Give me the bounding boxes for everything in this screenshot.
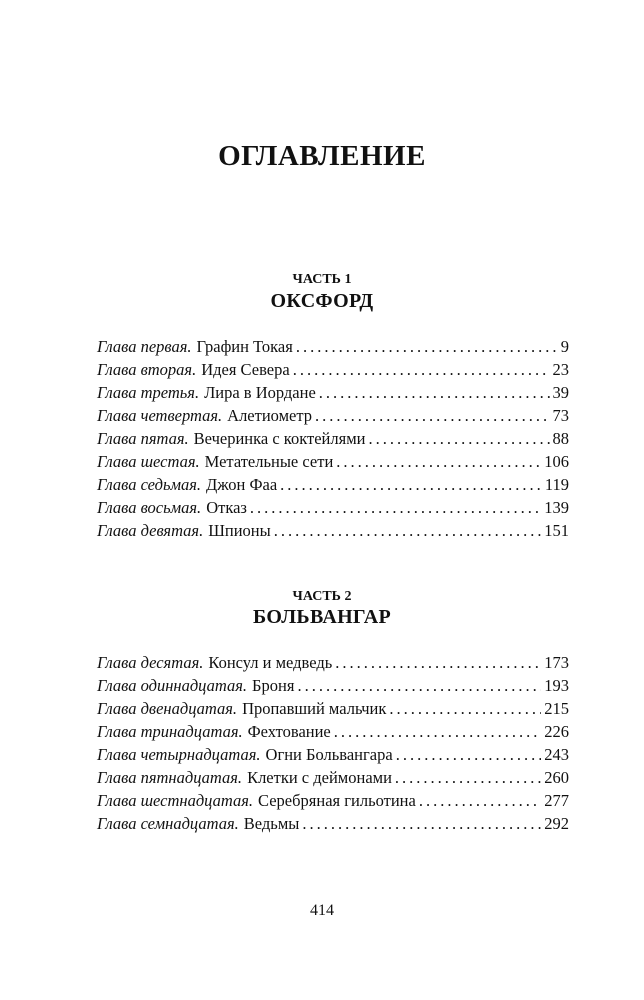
dot-leader — [389, 699, 541, 719]
part-1-title: ОКСФОРД — [270, 290, 374, 312]
chapter-number: Глава тринадцатая. — [97, 722, 243, 741]
dot-leader — [336, 452, 541, 472]
chapter-page: 215 — [544, 699, 569, 718]
dot-leader — [368, 429, 549, 449]
chapter-number: Глава четырнадцатая. — [97, 745, 261, 764]
toc-entry — [97, 429, 569, 452]
dot-leader — [296, 337, 558, 357]
chapter-title: Графин Токая — [196, 337, 293, 356]
chapter-page: 119 — [544, 475, 569, 494]
chapter-title: Огни Больвангара — [265, 745, 393, 764]
chapter-number: Глава десятая. — [97, 653, 204, 672]
toc-entry — [97, 745, 569, 768]
chapter-page: 23 — [552, 360, 569, 379]
part-2-label: ЧАСТЬ 2 — [292, 589, 352, 604]
dot-leader — [250, 498, 541, 518]
chapter-title: Алетиометр — [227, 406, 313, 425]
chapter-title: Идея Севера — [201, 360, 290, 379]
chapter-page: 9 — [560, 337, 569, 356]
chapter-number: Глава пятнадцатая. — [97, 768, 243, 787]
part-2-contents — [97, 653, 569, 837]
dot-leader — [293, 360, 550, 380]
chapter-number: Глава шестнадцатая. — [97, 791, 254, 810]
chapter-title: Пропавший мальчик — [242, 699, 387, 718]
toc-entry — [97, 452, 569, 475]
chapter-number: Глава шестая. — [97, 452, 200, 471]
dot-leader — [335, 653, 541, 673]
chapter-title: Джон Фаа — [206, 475, 278, 494]
part-1-contents — [97, 337, 569, 544]
chapter-page: 151 — [544, 521, 569, 540]
chapter-number: Глава седьмая. — [97, 475, 202, 494]
chapter-number: Глава семнадцатая. — [97, 814, 239, 833]
chapter-number: Глава первая. — [97, 337, 192, 356]
page-title: ОГЛАВЛЕНИЕ — [218, 140, 426, 172]
chapter-page: 139 — [544, 498, 569, 517]
chapter-title: Вечеринка с коктейлями — [193, 429, 366, 448]
chapter-page: 173 — [544, 653, 569, 672]
chapter-page: 39 — [552, 383, 569, 402]
page-number: 414 — [310, 902, 334, 919]
chapter-page: 106 — [544, 452, 569, 471]
toc-entry — [97, 676, 569, 699]
toc-entry — [97, 498, 569, 521]
chapter-title: Метательные сети — [204, 452, 334, 471]
chapter-page: 88 — [552, 429, 569, 448]
chapter-page: 260 — [544, 768, 569, 787]
chapter-title: Отказ — [206, 498, 247, 517]
chapter-title: Клетки с деймонами — [247, 768, 392, 787]
dot-leader — [395, 768, 541, 788]
toc-entry — [97, 337, 569, 360]
chapter-title: Броня — [252, 676, 295, 695]
dot-leader — [302, 814, 541, 834]
toc-entry — [97, 814, 569, 837]
chapter-page: 243 — [544, 745, 569, 764]
toc-entry — [97, 475, 569, 498]
toc-entry — [97, 791, 569, 814]
chapter-title: Фехтование — [247, 722, 331, 741]
chapter-title: Консул и медведь — [208, 653, 333, 672]
chapter-title: Серебряная гильотина — [258, 791, 416, 810]
chapter-number: Глава двенадцатая. — [97, 699, 238, 718]
toc-entry — [97, 768, 569, 791]
part-1-label: ЧАСТЬ 1 — [292, 272, 352, 287]
toc-entry — [97, 521, 569, 544]
chapter-number: Глава вторая. — [97, 360, 197, 379]
chapter-page: 226 — [544, 722, 569, 741]
chapter-number: Глава третья. — [97, 383, 200, 402]
chapter-number: Глава восьмая. — [97, 498, 202, 517]
chapter-page: 277 — [544, 791, 569, 810]
toc-entry — [97, 699, 569, 722]
dot-leader — [396, 745, 542, 765]
chapter-page: 193 — [544, 676, 569, 695]
chapter-title: Лира в Иордане — [204, 383, 316, 402]
chapter-title: Шпионы — [208, 521, 271, 540]
dot-leader — [274, 521, 542, 541]
dot-leader — [315, 406, 549, 426]
chapter-page: 292 — [544, 814, 569, 833]
chapter-number: Глава одиннадцатая. — [97, 676, 248, 695]
toc-entry — [97, 383, 569, 406]
toc-entry — [97, 653, 569, 676]
dot-leader — [419, 791, 541, 811]
toc-entry — [97, 360, 569, 383]
chapter-number: Глава пятая. — [97, 429, 189, 448]
dot-leader — [297, 676, 541, 696]
toc-entry — [97, 722, 569, 745]
part-2-title: БОЛЬВАНГАР — [252, 606, 392, 628]
chapter-title: Ведьмы — [243, 814, 300, 833]
chapter-number: Глава четвертая. — [97, 406, 223, 425]
dot-leader — [334, 722, 542, 742]
dot-leader — [319, 383, 550, 403]
chapter-number: Глава девятая. — [97, 521, 204, 540]
chapter-page: 73 — [552, 406, 569, 425]
toc-entry — [97, 406, 569, 429]
dot-leader — [280, 475, 542, 495]
